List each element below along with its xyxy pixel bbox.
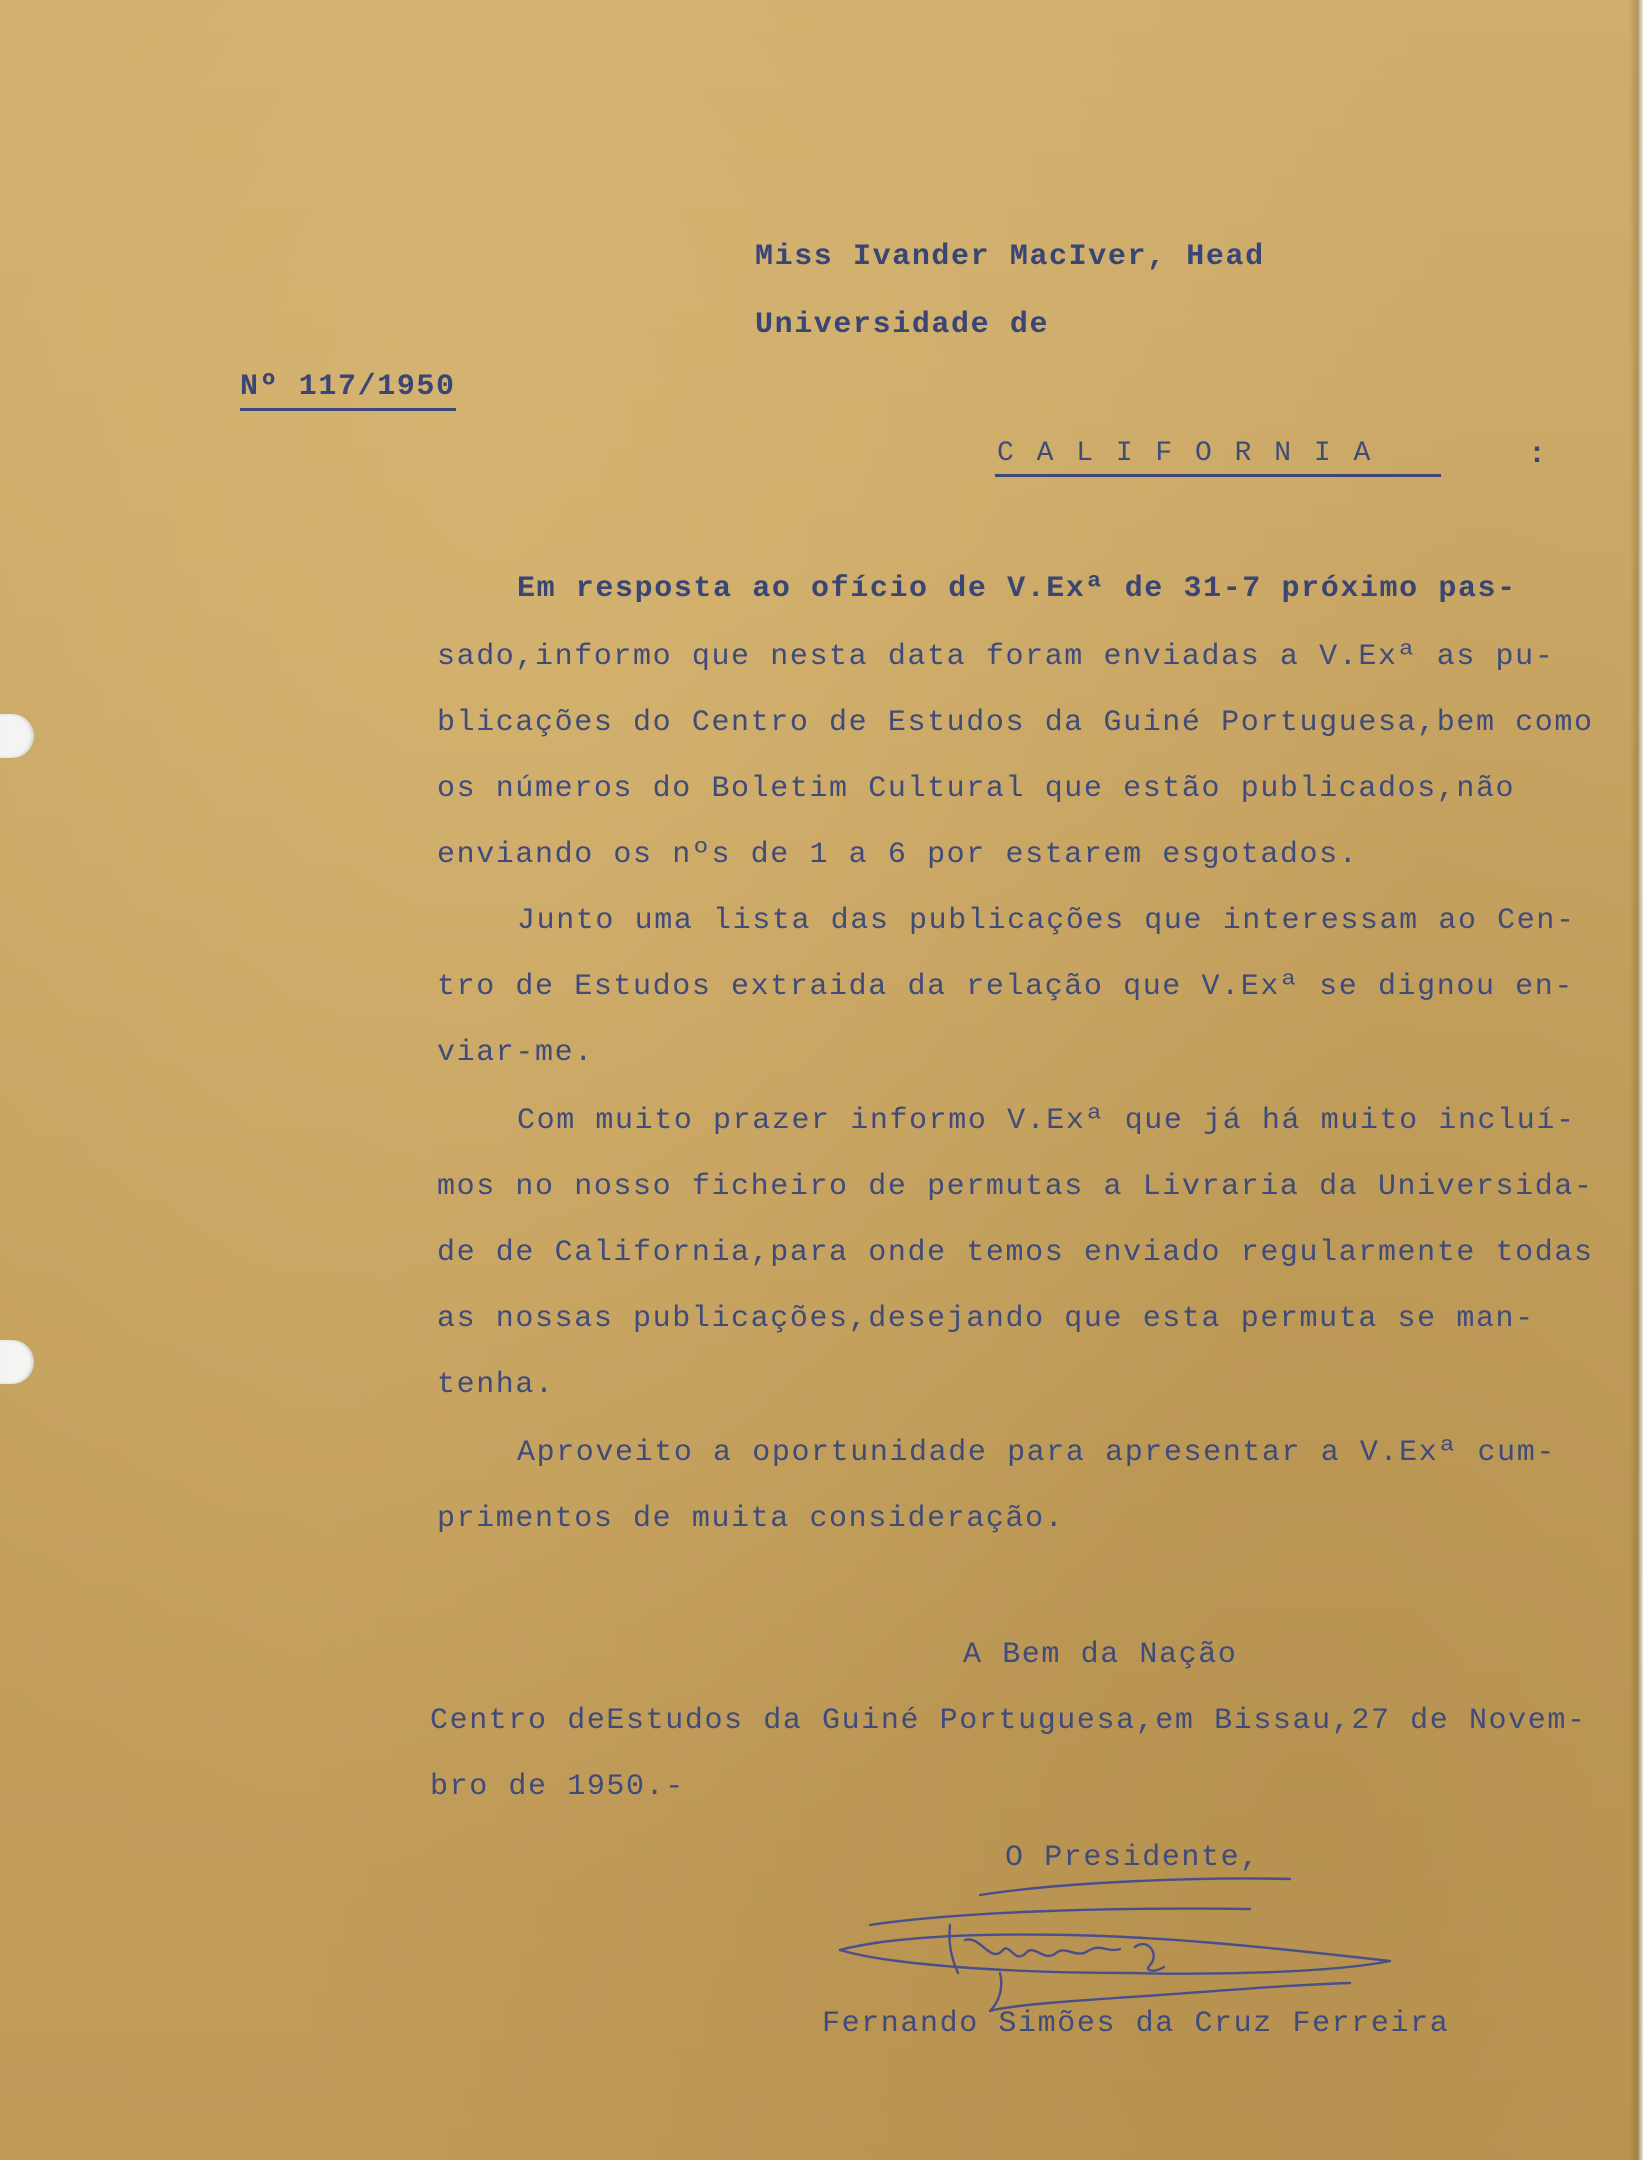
punch-hole-upper — [0, 714, 34, 758]
recipient-trailing-mark: : — [1528, 438, 1548, 472]
body-line: os números do Boletim Cultural que estão publicados,não — [437, 772, 1516, 806]
body-line: Com muito prazer informo V.Exª que já há muito incluí- — [517, 1104, 1576, 1138]
body-line: as nossas publicações,desejando que esta permuta se man- — [437, 1302, 1535, 1336]
place-date-line: bro de 1950.- — [430, 1770, 685, 1804]
recipient-city: C A L I F O R N I A — [995, 440, 1441, 477]
punch-hole-lower — [0, 1340, 34, 1384]
body-line: tenha. — [437, 1368, 555, 1402]
closing-salutation: A Bem da Nação — [963, 1638, 1238, 1672]
body-line: tro de Estudos extraida da relação que V.Exª se dignou en- — [437, 970, 1574, 1004]
body-line: blicações do Centro de Estudos da Guiné Portuguesa,bem como — [437, 706, 1594, 740]
body-line: viar-me. — [437, 1036, 594, 1070]
body-line: Aproveito a oportunidade para apresentar a V.Exª cum- — [517, 1436, 1556, 1470]
signature-title: O Presidente, — [1005, 1841, 1260, 1875]
page-edge — [1629, 0, 1643, 2160]
body-line: Junto uma lista das publicações que interessam ao Cen- — [517, 904, 1576, 938]
reference-number: Nº 117/1950 — [240, 372, 456, 411]
place-date-line: Centro deEstudos da Guiné Portuguesa,em Bissau,27 de Novem- — [430, 1704, 1587, 1738]
signatory-name: Fernando Simões da Cruz Ferreira — [822, 2007, 1450, 2041]
body-line: mos no nosso ficheiro de permutas a Livraria da Universida- — [437, 1170, 1594, 1204]
body-line: primentos de muita consideração. — [437, 1502, 1065, 1536]
body-line: sado,informo que nesta data foram enviadas a V.Exª as pu- — [437, 640, 1555, 674]
handwritten-signature — [830, 1855, 1430, 2025]
recipient-line-1: Miss Ivander MacIver, Head — [755, 240, 1265, 274]
recipient-line-2: Universidade de — [755, 308, 1050, 342]
body-line: de de California,para onde temos enviado regularmente todas — [437, 1236, 1594, 1270]
body-line: Em resposta ao ofício de V.Exª de 31-7 próximo pas- — [517, 572, 1517, 606]
body-line: enviando os nºs de 1 a 6 por estarem esgotados. — [437, 838, 1359, 872]
